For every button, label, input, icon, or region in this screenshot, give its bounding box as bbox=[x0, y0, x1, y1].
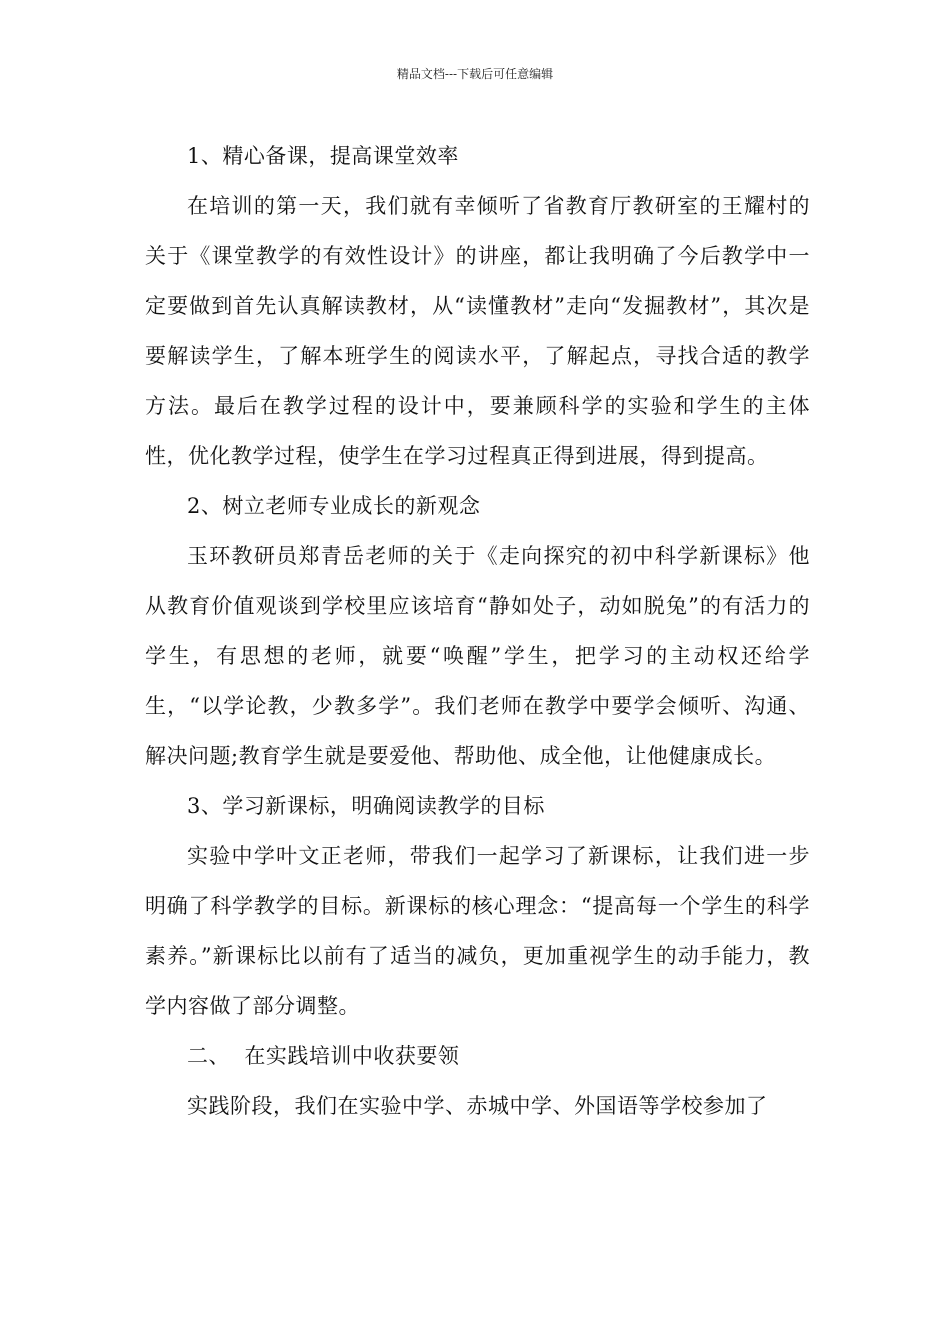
page-header: 精品文档---下载后可任意编辑 bbox=[396, 67, 554, 81]
section-heading-1: 1、精心备课，提高课堂效率 bbox=[187, 144, 459, 168]
paragraph-3: 实验中学叶文正老师，带我们一起学习了新课标，让我们进一步明确了科学教学的目标。新课标的核心理念：“提高每一个学生的科学素养。”新课标比以前有了适当的减负，更加重视学生的动手能力，教学内容做了部分调整。 bbox=[145, 844, 810, 1018]
section-heading-3: 3、学习新课标，明确阅读教学的目标 bbox=[187, 794, 545, 818]
paragraph-1: 在培训的第一天，我们就有幸倾听了省教育厅教研室的王耀村的关于《课堂教学的有效性设计》的讲座，都让我明确了今后教学中一定要做到首先认真解读教材，从“读懂教材”走向“发掘教材”，其次是要解读学生，了解本班学生的阅读水平，了解起点，寻找合适的教学方法。最后在教学过程的设计中，要兼顾科学的实验和学生的主体性，优化教学过程，使学生在学习过程真正得到进展，得到提高。 bbox=[145, 194, 810, 468]
document-body bbox=[145, 131, 810, 1131]
section-heading-2: 2、树立老师专业成长的新观念 bbox=[187, 494, 481, 518]
paragraph-2: 玉环教研员郑青岳老师的关于《走向探究的初中科学新课标》他从教育价值观谈到学校里应该培育“静如处子，动如脱兔”的有活力的学生，有思想的老师，就要“唤醒”学生，把学习的主动权还给学生，“以学论教，少教多学”。我们老师在教学中要学会倾听、沟通、解决问题;教育学生就是要爱他、帮助他、成全他，让他健康成长。 bbox=[145, 544, 810, 768]
section-heading-4: 二、 在实践培训中收获要领 bbox=[187, 1044, 460, 1068]
paragraph-4: 实践阶段，我们在实验中学、赤城中学、外国语等学校参加了 bbox=[187, 1094, 768, 1118]
